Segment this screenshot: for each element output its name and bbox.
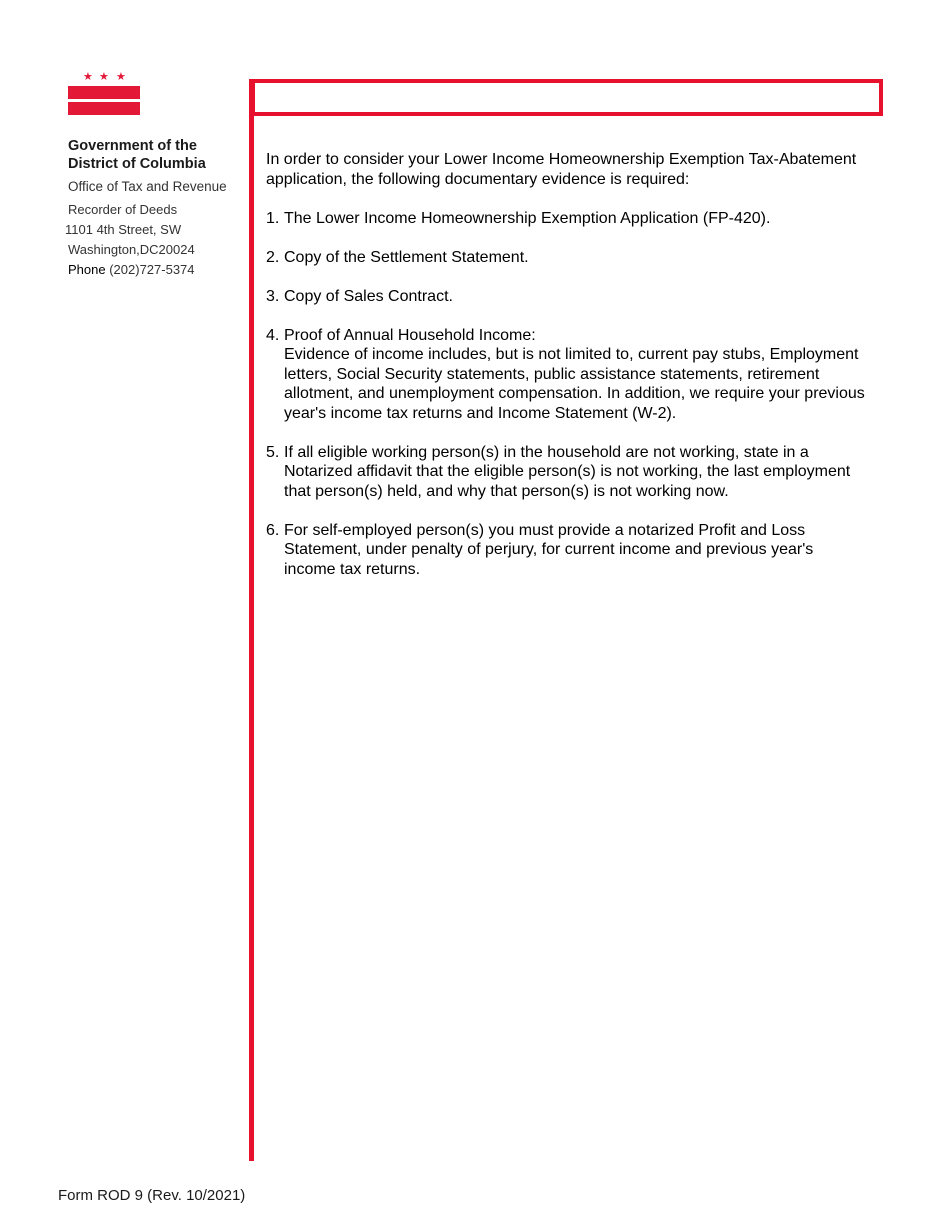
vertical-divider: [249, 79, 254, 1161]
gov-line-1: Government of the: [68, 138, 197, 154]
item-number: 1.: [266, 209, 280, 227]
office-name: Recorder of Deeds: [68, 202, 178, 217]
phone-line: [68, 262, 195, 277]
item-text-block: [284, 521, 866, 580]
phone-label: Phone: [68, 262, 106, 277]
street-address: 1101 4th Street, SW: [65, 222, 182, 237]
item-number: 3.: [266, 287, 280, 305]
list-item: [266, 209, 866, 229]
form-id: Form ROD 9 (Rev. 10/2021): [58, 1187, 246, 1204]
item-text: Proof of Annual Household Income:: [284, 326, 536, 344]
item-number: 4.: [266, 326, 280, 344]
header-box: [251, 79, 883, 116]
item-text-block: [284, 248, 866, 268]
item-text: If all eligible working person(s) in the household are not working, state in a Notarized affidavit that the eligible person(s) is not working, the last employment that person(s) held, and why that person(s) is not working now.: [284, 443, 851, 500]
flag-star-icon: ★: [99, 71, 109, 83]
item-text: For self-employed person(s) you must provide a notarized Profit and Loss Statement, under penalty of perjury, for current income and previous year's income tax returns.: [284, 521, 814, 578]
list-item: [266, 248, 866, 268]
item-detail: Evidence of income includes, but is not limited to, current pay stubs, Employment letters, Social Security statements, public assistance statements, retirement allotment, and unemployment compensation. In addition, we require your previous year's income tax returns and Income Statement (W-2).: [284, 346, 865, 422]
item-text-block: [284, 209, 866, 229]
flag-bar: [68, 86, 140, 99]
phone-number: (202)727-5374: [109, 262, 195, 277]
list-item: [266, 326, 866, 424]
requirements-list: [266, 209, 866, 580]
intro-paragraph: In order to consider your Lower Income Homeownership Exemption Tax-Abatement application, the following documentary evidence is required:: [266, 151, 857, 188]
government-name: [68, 137, 206, 173]
list-item: [266, 287, 866, 307]
flag-star-icon: ★: [83, 71, 93, 83]
item-text-block: [284, 326, 866, 424]
item-text: Copy of the Settlement Statement.: [284, 248, 529, 266]
flag-star-icon: ★: [116, 71, 126, 83]
list-item: [266, 521, 866, 580]
gov-line-2: District of Columbia: [68, 156, 206, 172]
item-number: 6.: [266, 521, 280, 539]
item-text: The Lower Income Homeownership Exemption Application (FP-420).: [284, 209, 771, 227]
city-address: Washington,DC20024: [68, 242, 195, 257]
flag-bar: [68, 102, 140, 115]
item-number: 5.: [266, 443, 280, 461]
agency-name: Office of Tax and Revenue: [68, 179, 227, 194]
list-item: [266, 443, 866, 502]
item-text-block: [284, 287, 866, 307]
item-number: 2.: [266, 248, 280, 266]
document-body: [266, 150, 866, 599]
dc-flag-icon: [68, 72, 140, 118]
item-text-block: [284, 443, 866, 502]
item-text: Copy of Sales Contract.: [284, 287, 453, 305]
